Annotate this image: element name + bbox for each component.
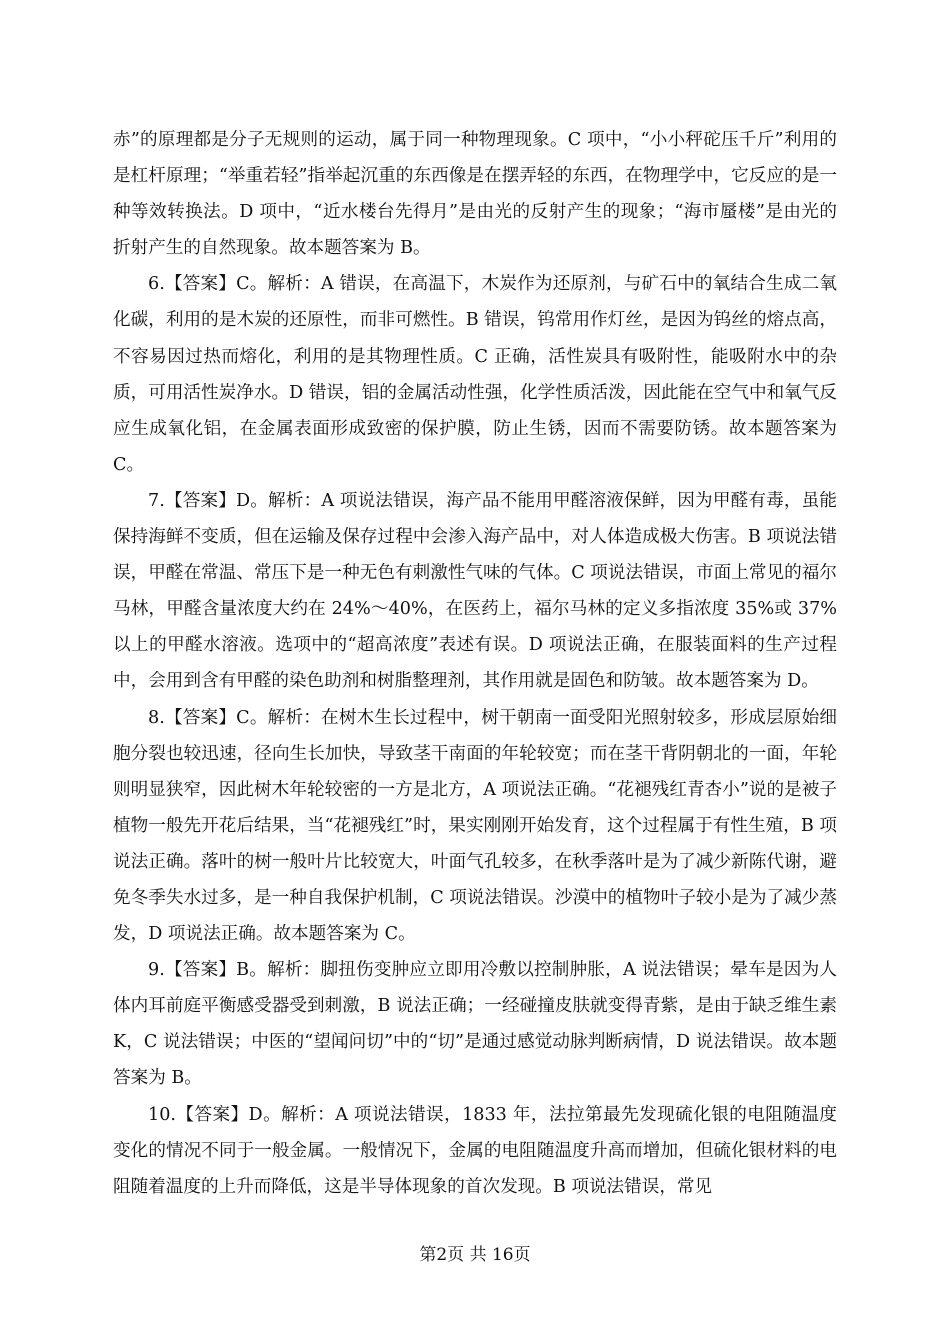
paragraph-q10-answer: 10.【答案】D。解析：A 项说法错误，1833 年，法拉第最先发现硫化银的电阻随温度变化的情况不同于一般金属。一般情况下，金属的电阻随温度升高而增加，但硫化银材料的电阻随着温度的上升而降低，这是半导体现象的首次发现。B 项说法错误，常见	[113, 1104, 837, 1197]
paragraph-q7-answer: 7.【答案】D。解析：A 项说法错误，海产品不能用甲醛溶液保鲜，因为甲醛有毒，虽能保持海鲜不变质，但在运输及保存过程中会渗入海产品中，对人体造成极大伤害。B 项说法错误，甲醛在常温、常压下是一种无色有刺激性气味的气体。C 项说法错误，市面上常见的福尔马林，甲醛含量浓度大约在 24%～40%，在医药上，福尔马林的定义多指浓度 35%或 37%以上的甲醛水溶液。选项中的“超高浓度”表述有误。D 项说法正确，在服装面料的生产过程中，会用到含有甲醛的染色助剂和树脂整理剂，其作用就是固色和防皱。故本题答案为 D。	[113, 490, 837, 692]
paragraph-q6-answer: 6.【答案】C。解析：A 错误，在高温下，木炭作为还原剂，与矿石中的氧结合生成二氧化碳，利用的是木炭的还原性，而非可燃性。B 错误，钨常用作灯丝，是因为钨丝的熔点高，不容易因过热而熔化，利用的是其物理性质。C 正确，活性炭具有吸附性，能吸附水中的杂质，可用活性炭净水。D 错误，铝的金属活动性强，化学性质活泼，因此能在空气中和氧气反应生成氧化铝，在金属表面形成致密的保护膜，防止生锈，因而不需要防锈。故本题答案为 C。	[113, 274, 837, 475]
paragraph-q8-answer: 8.【答案】C。解析：在树木生长过程中，树干朝南一面受阳光照射较多，形成层原始细胞分裂也较迅速，径向生长加快，导致茎干南面的年轮较宽；而在茎干背阴朝北的一面，年轮则明显狭窄，因此树木年轮较密的一方是北方，A 项说法正确。“花褪残红青杏小”说的是被子植物一般先开花后结果，当“花褪残红”时，果实刚刚开始发育，这个过程属于有性生殖，B 项说法正确。落叶的树一般叶片比较宽大，叶面气孔较多，在秋季落叶是为了减少新陈代谢，避免冬季失水过多，是一种自我保护机制，C 项说法错误。沙漠中的植物叶子较小是为了减少蒸发，D 项说法正确。故本题答案为 C。	[113, 707, 837, 945]
page-number-footer: 第2页 共 16页	[419, 1245, 531, 1265]
paragraph-q5-continuation: 赤”的原理都是分子无规则的运动，属于同一种物理现象。C 项中，“小小秤砣压千斤”利用的是杠杆原理；“举重若轻”指举起沉重的东西像是在摆弄轻的东西，在物理学中，它反应的是一种等效转换法。D 项中，“近水楼台先得月”是由光的反射产生的现象；“海市蜃楼”是由光的折射产生的自然现象。故本题答案为 B。	[113, 130, 837, 259]
answer-explanations	[113, 122, 837, 1205]
paragraph-q9-answer: 9.【答案】B。解析：脚扭伤变肿应立即用冷敷以控制肿胀，A 说法错误；晕车是因为人体内耳前庭平衡感受器受到刺激，B 说法正确；一经碰撞皮肤就变得青紫，是由于缺乏维生素 K，C 说法错误；中医的“望闻问切”中的“切”是通过感觉动脉判断病情，D 说法错误。故本题答案为 B。	[113, 960, 837, 1089]
